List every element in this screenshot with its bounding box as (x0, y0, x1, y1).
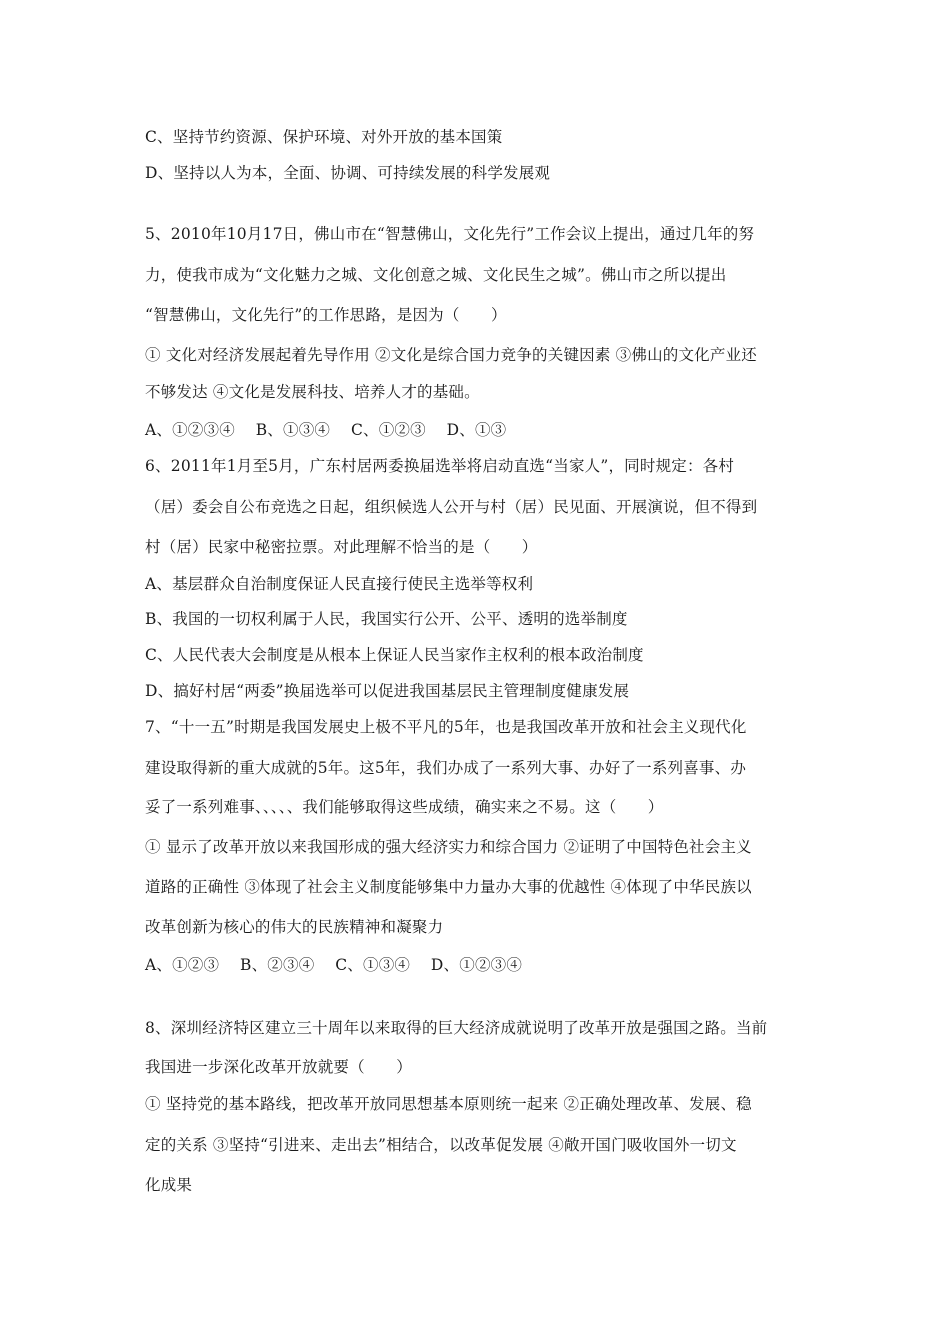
option-c-q4: C、坚持节约资源、保护环境、对外开放的基本国策 (145, 128, 503, 146)
question-7-statements-line-2: 道路的正确性 ③体现了社会主义制度能够集中力量办大事的优越性 ④体现了中华民族以 (145, 878, 752, 896)
question-8-line-1: 8、深圳经济特区建立三十周年以来取得的巨大经济成就说明了改革开放是强国之路。当前 (145, 1019, 768, 1037)
question-6-option-b: B、我国的一切权利属于人民，我国实行公开、公平、透明的选举制度 (145, 610, 628, 628)
question-8-line-2: 我国进一步深化改革开放就要（ ） (145, 1058, 412, 1076)
question-5-statements-line-2: 不够发达 ④文化是发展科技、培养人才的基础。 (145, 383, 480, 401)
question-7-statements-line-1: ① 显示了改革开放以来我国形成的强大经济实力和综合国力 ②证明了中国特色社会主义 (145, 838, 752, 856)
question-7-line-1: 7、“十一五”时期是我国发展史上极不平凡的5年，也是我国改革开放和社会主义现代化 (145, 718, 747, 736)
question-6-line-3: 村（居）民家中秘密拉票。对此理解不恰当的是（ ） (145, 538, 538, 556)
question-6-line-1: 6、2011年1月至5月，广东村居两委换届选举将启动直选“当家人”，同时规定：各村 (145, 457, 735, 475)
question-7-line-3: 妥了一系列难事、、、、、我们能够取得这些成绩，确实来之不易。这（ ） (145, 798, 664, 816)
question-8-statements-line-3: 化成果 (145, 1176, 193, 1194)
question-6-option-d: D、搞好村居“两委”换届选举可以促进我国基层民主管理制度健康发展 (145, 682, 630, 700)
question-5-options: A、①②③④ B、①③④ C、①②③ D、①③ (145, 421, 507, 439)
option-d-q4: D、坚持以人为本，全面、协调、可持续发展的科学发展观 (145, 164, 551, 182)
question-5-line-3: “智慧佛山，文化先行”的工作思路，是因为（ ） (145, 306, 507, 324)
question-8-statements-line-2: 定的关系 ③坚持“引进来、走出去”相结合，以改革促发展 ④敞开国门吸收国外一切文 (145, 1136, 737, 1154)
question-5-statements-line-1: ① 文化对经济发展起着先导作用 ②文化是综合国力竞争的关键因素 ③佛山的文化产业还 (145, 346, 757, 364)
question-6-option-c: C、人民代表大会制度是从根本上保证人民当家作主权利的根本政治制度 (145, 646, 644, 664)
question-7-line-2: 建设取得新的重大成就的5年。这5年，我们办成了一系列大事、办好了一系列喜事、办 (145, 759, 747, 777)
question-6-line-2: （居）委会自公布竞选之日起，组织候选人公开与村（居）民见面、开展演说，但不得到 (145, 498, 758, 516)
question-5-line-1: 5、2010年10月17日，佛山市在“智慧佛山，文化先行”工作会议上提出，通过几年的努 (145, 225, 755, 243)
question-5-line-2: 力，使我市成为“文化魅力之城、文化创意之城、文化民生之城”。佛山市之所以提出 (145, 266, 727, 284)
question-8-statements-line-1: ① 坚持党的基本路线，把改革开放同思想基本原则统一起来 ②正确处理改革、发展、稳 (145, 1095, 752, 1113)
question-7-statements-line-3: 改革创新为核心的伟大的民族精神和凝聚力 (145, 918, 444, 936)
question-6-option-a: A、基层群众自治制度保证人民直接行使民主选举等权利 (145, 575, 534, 593)
question-7-options: A、①②③ B、②③④ C、①③④ D、①②③④ (145, 956, 523, 974)
